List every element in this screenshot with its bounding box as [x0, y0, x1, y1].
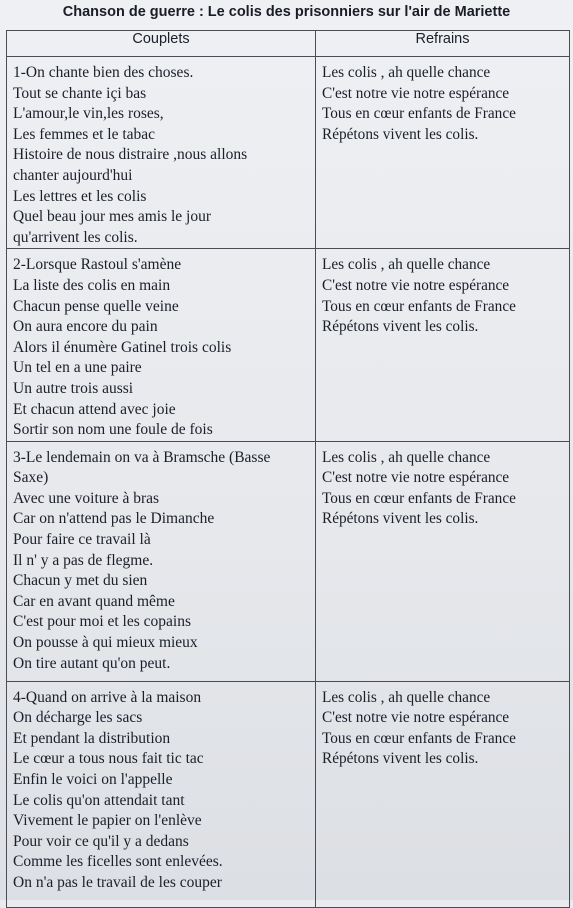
- refrain-line: Les colis , ah quelle chance: [322, 448, 491, 466]
- couplet-line: Pour faire ce travail là: [13, 531, 151, 549]
- refrain-cell: [316, 249, 570, 441]
- couplet-line: Les lettres et les colis: [13, 187, 147, 205]
- refrain-line: Les colis , ah quelle chance: [322, 64, 491, 81]
- couplet-line: Avec une voiture à bras: [13, 489, 160, 507]
- refrain-line: Tous en cœur enfants de France: [322, 105, 516, 123]
- refrain-line: C'est notre vie notre espérance: [322, 84, 510, 102]
- couplet-line: 2-Lorsque Rastoul s'amène: [13, 256, 182, 274]
- couplet-cell: [7, 249, 316, 441]
- couplet-line: On décharge les sacs: [13, 709, 143, 727]
- couplet-line: Et chacun attend avec joie: [13, 400, 176, 418]
- table-row: [7, 681, 570, 907]
- couplet-line: Le cœur a tous nous fait tic tac: [13, 750, 204, 768]
- header-couplets: Couplets: [7, 31, 316, 57]
- refrain-line: Tous en cœur enfants de France: [322, 489, 516, 507]
- song-table: [6, 30, 570, 908]
- couplet-line: Chacun pense quelle veine: [13, 297, 179, 315]
- couplet-line: Quel beau jour mes amis le jour: [13, 208, 212, 226]
- couplet-line: Enfin le voici on l'appelle: [13, 771, 173, 789]
- refrain-line: Tous en cœur enfants de France: [322, 297, 516, 315]
- table-row: [7, 57, 570, 249]
- table-header-row: [7, 31, 570, 57]
- couplet-line: Car en avant quand même: [13, 592, 175, 610]
- couplet-line: Comme les ficelles sont enlevées.: [13, 853, 223, 871]
- couplet-line: Car on n'attend pas le Dimanche: [13, 510, 215, 528]
- couplet-line: On aura encore du pain: [13, 318, 158, 336]
- refrain-line: Les colis , ah quelle chance: [322, 688, 491, 706]
- couplet-line: Pour voir ce qu'il y a dedans: [13, 832, 189, 850]
- refrain-line: Répétons vivent les colis.: [322, 125, 479, 143]
- couplet-line: On pousse à qui mieux mieux: [13, 634, 198, 652]
- refrain-cell: [316, 681, 570, 907]
- refrain-line: Répétons vivent les colis.: [322, 318, 479, 336]
- refrain-line: C'est notre vie notre espérance: [322, 276, 510, 294]
- couplet-cell: [7, 441, 316, 681]
- table-row: [7, 249, 570, 441]
- refrain-cell: [316, 57, 570, 249]
- refrain-line: C'est notre vie notre espérance: [322, 709, 510, 727]
- couplet-line: Tout se chante içi bas: [13, 84, 147, 102]
- couplet-line: Les femmes et le tabac: [13, 125, 156, 143]
- page-title: Chanson de guerre : Le colis des prisonniers sur l'air de Mariette: [62, 4, 511, 20]
- couplet-line: 3-Le lendemain on va à Bramsche (Basse: [13, 448, 271, 466]
- refrain-line: Répétons vivent les colis.: [322, 510, 479, 528]
- couplet-cell: [7, 57, 316, 249]
- refrain-line: C'est notre vie notre espérance: [322, 469, 510, 487]
- couplet-line: C'est pour moi et les copains: [13, 613, 192, 631]
- couplet-line: Vivement le papier on l'enlève: [13, 812, 202, 830]
- couplet-line: Histoire de nous distraire ,nous allons: [13, 146, 248, 164]
- header-refrains: Refrains: [316, 31, 570, 57]
- couplet-line: Chacun y met du sien: [13, 572, 148, 590]
- refrain-line: Les colis , ah quelle chance: [322, 256, 491, 274]
- couplet-line: Saxe): [13, 469, 49, 487]
- refrain-cell: [316, 441, 570, 681]
- couplet-line: Il n' y a pas de flegme.: [13, 551, 154, 569]
- couplet-line: chanter aujourd'hui: [13, 166, 133, 184]
- refrain-line: Répétons vivent les colis.: [322, 750, 479, 768]
- couplet-line: On tire autant qu'on peut.: [13, 654, 171, 672]
- couplet-line: La liste des colis en main: [13, 276, 171, 294]
- couplet-line: 4-Quand on arrive à la maison: [13, 688, 202, 706]
- couplet-line: Sortir son nom une foule de fois: [13, 421, 213, 439]
- couplet-line: L'amour,le vin,les roses,: [13, 105, 164, 123]
- table-row: [7, 441, 570, 681]
- couplet-line: Et pendant la distribution: [13, 729, 171, 747]
- couplet-cell: [7, 681, 316, 907]
- couplet-line: Un tel en a une paire: [13, 359, 142, 377]
- refrain-line: Tous en cœur enfants de France: [322, 729, 516, 747]
- couplet-line: 1-On chante bien des choses.: [13, 64, 194, 81]
- couplet-line: Le colis qu'on attendait tant: [13, 791, 185, 809]
- couplet-line: Alors il énumère Gatinel trois colis: [13, 338, 232, 356]
- couplet-line: On n'a pas le travail de les couper: [13, 874, 222, 892]
- couplet-line: qu'arrivent les colis.: [13, 228, 138, 246]
- couplet-line: Un autre trois aussi: [13, 379, 134, 397]
